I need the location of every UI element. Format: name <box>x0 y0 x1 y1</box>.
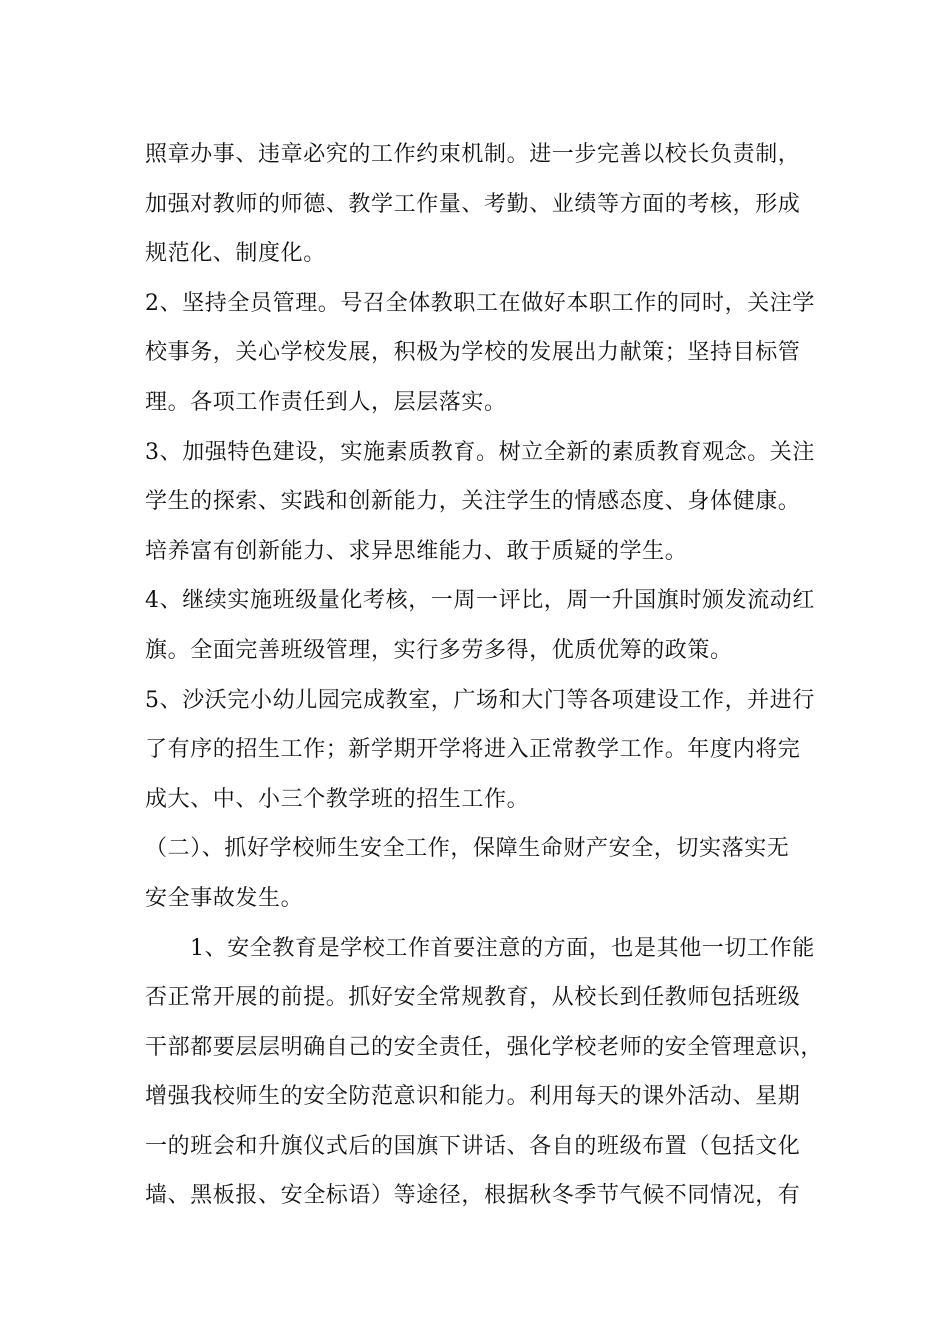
text-line: 成大、中、小三个教学班的招生工作。 <box>145 786 530 812</box>
section-heading: （二）、抓好学校师生安全工作，保障生命财产安全，切实落实无 <box>145 836 790 862</box>
text-line: 2、坚持全员管理。号召全体教职工在做好本职工作的同时，关注学 <box>145 290 815 316</box>
text-line: 4、继续实施班级量化考核，一周一评比，周一升国旗时颁发流动红 <box>145 588 815 614</box>
text-line: 增强我校师生的安全防范意识和能力。利用每天的课外活动、星期 <box>145 1084 801 1110</box>
text-line: 干部都要层层明确自己的安全责任，强化学校老师的安全管理意识， <box>145 1034 824 1060</box>
text-line: 了有序的招生工作；新学期开学将进入正常教学工作。年度内将完 <box>145 737 801 763</box>
text-line: 培养富有创新能力、求异思维能力、敢于质疑的学生。 <box>145 538 688 564</box>
document-body <box>145 136 824 1227</box>
text-line: 一的班会和升旗仪式后的国旗下讲话、各自的班级布置（包括文化 <box>145 1133 801 1159</box>
text-line: 照章办事、违章必究的工作约束机制。进一步完善以校长负责制， <box>145 142 801 167</box>
text-line: 1、安全教育是学校工作首要注意的方面，也是其他一切工作能 <box>190 935 815 961</box>
text-line: 3、加强特色建设，实施素质教育。树立全新的素质教育观念。关注 <box>145 439 815 465</box>
text-line: 加强对教师的师德、教学工作量、考勤、业绩等方面的考核，形成 <box>145 191 801 217</box>
text-line: 学生的探索、实践和创新能力，关注学生的情感态度、身体健康。 <box>145 489 801 515</box>
text-line: 安全事故发生。 <box>145 885 304 911</box>
text-line: 理。各项工作责任到人，层层落实。 <box>145 389 507 415</box>
text-line: 旗。全面完善班级管理，实行多劳多得，优质优筹的政策。 <box>145 637 733 663</box>
text-line: 规范化、制度化。 <box>145 241 326 267</box>
text-line: 墙、黑板报、安全标语）等途径，根据秋冬季节气候不同情况，有 <box>145 1183 801 1209</box>
text-line: 校事务，关心学校发展，积极为学校的发展出力献策；坚持目标管 <box>145 340 801 366</box>
text-line: 否正常开展的前提。抓好安全常规教育，从校长到任教师包括班级 <box>145 985 801 1011</box>
text-line: 5、沙沃完小幼儿园完成教室，广场和大门等各项建设工作，并进行 <box>145 687 815 713</box>
